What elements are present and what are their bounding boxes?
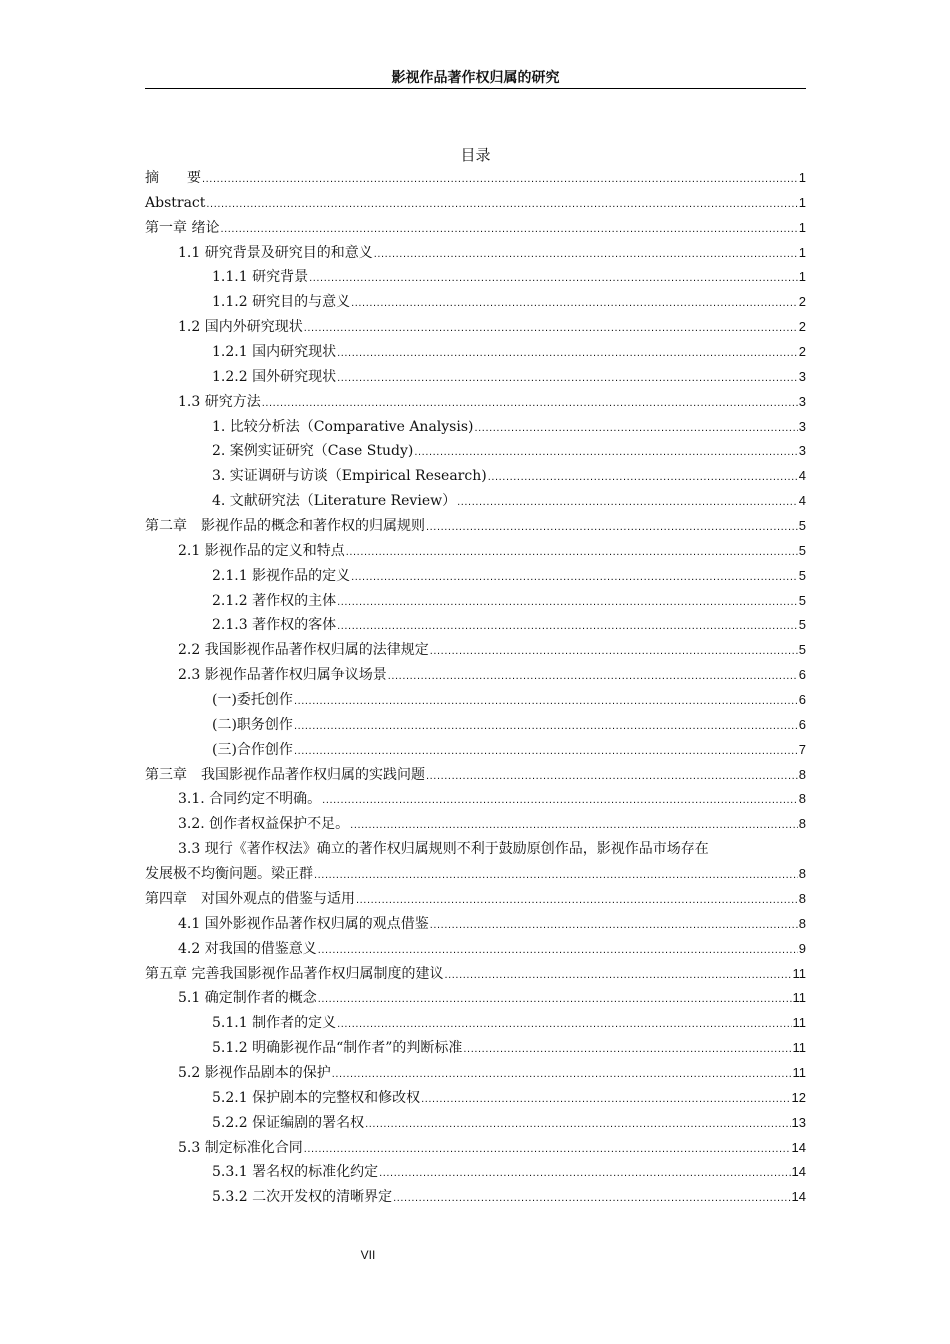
toc-entry[interactable] bbox=[145, 1036, 806, 1061]
table-of-contents bbox=[145, 166, 806, 1210]
toc-entry[interactable] bbox=[145, 1011, 806, 1036]
toc-entry-page: 1 bbox=[798, 269, 806, 285]
toc-leader bbox=[379, 1161, 790, 1186]
toc-entry[interactable] bbox=[145, 763, 806, 788]
toc-entry[interactable] bbox=[145, 688, 806, 713]
toc-entry[interactable] bbox=[145, 937, 806, 962]
toc-entry-page: 5 bbox=[798, 617, 806, 633]
toc-entry-label: 5.3.1 署名权的标准化约定 bbox=[212, 1164, 379, 1181]
toc-entry[interactable] bbox=[145, 564, 806, 589]
toc-entry-label: 3.1. 合同约定不明确。 bbox=[178, 791, 322, 808]
toc-leader bbox=[206, 192, 797, 217]
toc-entry-page: 1 bbox=[798, 170, 806, 185]
toc-leader bbox=[457, 490, 798, 515]
toc-entry-page: 4 bbox=[798, 468, 806, 484]
toc-entry-page: 7 bbox=[798, 741, 806, 757]
toc-entry-label: 5.2.1 保护剧本的完整权和修改权 bbox=[212, 1089, 421, 1106]
toc-entry-label: 3.2. 创作者权益保护不足。 bbox=[178, 816, 350, 833]
toc-entry-label: 5.1 确定制作者的概念 bbox=[178, 990, 317, 1007]
toc-entry-label: (二)职务创作 bbox=[212, 716, 293, 733]
toc-leader bbox=[337, 590, 798, 615]
toc-entry-page: 4 bbox=[798, 493, 806, 509]
toc-entry-page: 12 bbox=[791, 1089, 806, 1105]
toc-leader bbox=[475, 416, 798, 441]
toc-entry[interactable] bbox=[145, 713, 806, 738]
toc-entry-label: 第五章 完善我国影视作品著作权归属制度的建议 bbox=[145, 965, 444, 982]
toc-entry-label: 5.3.2 二次开发权的清晰界定 bbox=[212, 1189, 393, 1206]
toc-entry-label: 1.1 研究背景及研究目的和意义 bbox=[178, 244, 373, 261]
toc-entry-label: 1.1.1 研究背景 bbox=[212, 269, 309, 286]
toc-entry-label: (三)合作创作 bbox=[212, 741, 293, 758]
toc-entry-label: 1.2.2 国外研究现状 bbox=[212, 368, 337, 385]
toc-entry-label: 2.1.3 著作权的客体 bbox=[212, 617, 337, 634]
toc-leader bbox=[337, 614, 798, 639]
toc-entry[interactable] bbox=[145, 1136, 806, 1161]
toc-entry-page: 6 bbox=[798, 692, 806, 708]
toc-leader bbox=[346, 540, 798, 565]
toc-entry-page: 2 bbox=[798, 294, 806, 310]
toc-entry-page: 8 bbox=[798, 915, 806, 931]
toc-entry[interactable] bbox=[145, 638, 806, 663]
toc-entry[interactable] bbox=[145, 290, 806, 315]
toc-entry-page: 3 bbox=[798, 393, 806, 409]
toc-entry-page: 11 bbox=[792, 990, 806, 1006]
toc-entry[interactable] bbox=[145, 166, 806, 191]
toc-entry[interactable] bbox=[145, 887, 806, 912]
toc-entry[interactable] bbox=[145, 589, 806, 614]
toc-entry-page: 14 bbox=[791, 1189, 806, 1205]
toc-entry[interactable] bbox=[145, 986, 806, 1011]
toc-entry-label: 2.1.2 著作权的主体 bbox=[212, 592, 337, 609]
toc-entry-page: 13 bbox=[791, 1114, 806, 1130]
toc-leader bbox=[374, 242, 798, 267]
toc-entry[interactable] bbox=[145, 738, 806, 763]
toc-leader bbox=[314, 863, 798, 888]
toc-leader bbox=[426, 515, 798, 540]
toc-entry-label: 第四章 对国外观点的借鉴与适用 bbox=[145, 890, 355, 907]
toc-entry[interactable] bbox=[145, 216, 806, 241]
toc-leader bbox=[430, 639, 798, 664]
toc-entry-page: 5 bbox=[798, 567, 806, 583]
toc-leader bbox=[304, 316, 798, 341]
toc-entry[interactable] bbox=[145, 962, 806, 987]
toc-entry-page: 11 bbox=[792, 1015, 806, 1031]
toc-leader bbox=[356, 888, 798, 913]
toc-entry-page: 11 bbox=[792, 965, 806, 981]
toc-leader bbox=[202, 167, 798, 192]
toc-entry-page: 2 bbox=[798, 319, 806, 335]
toc-leader bbox=[337, 1012, 791, 1037]
toc-entry-page: 1 bbox=[798, 219, 806, 235]
toc-entry-label: 摘 要 bbox=[145, 170, 201, 186]
toc-leader bbox=[294, 714, 798, 739]
header-rule bbox=[145, 88, 806, 89]
toc-entry[interactable] bbox=[145, 1111, 806, 1136]
toc-entry-label: 4.2 对我国的借鉴意义 bbox=[178, 940, 317, 957]
toc-leader bbox=[444, 963, 791, 988]
toc-entry-label: 2.3 影视作品著作权归属争议场景 bbox=[178, 667, 387, 684]
toc-leader bbox=[388, 664, 798, 689]
toc-entry-page: 8 bbox=[798, 866, 806, 882]
toc-entry[interactable] bbox=[145, 315, 806, 340]
toc-entry[interactable] bbox=[145, 365, 806, 390]
toc-entry-page: 8 bbox=[798, 890, 806, 906]
toc-entry[interactable] bbox=[145, 191, 806, 216]
toc-entry[interactable] bbox=[145, 340, 806, 365]
toc-entry-page: 1 bbox=[798, 194, 806, 210]
toc-entry-page: 2 bbox=[798, 344, 806, 360]
toc-leader bbox=[351, 565, 798, 590]
toc-entry[interactable] bbox=[145, 539, 806, 564]
toc-entry-label: 2. 案例实证研究（Case Study) bbox=[212, 443, 414, 460]
toc-entry[interactable] bbox=[145, 787, 806, 812]
toc-entry-label: 2.1.1 影视作品的定义 bbox=[212, 567, 351, 584]
toc-entry[interactable] bbox=[145, 464, 806, 489]
toc-entry[interactable] bbox=[145, 390, 806, 415]
toc-leader bbox=[304, 1137, 791, 1162]
footer-page-number: VII bbox=[360, 1248, 376, 1262]
toc-entry-page: 5 bbox=[798, 642, 806, 658]
toc-entry[interactable] bbox=[145, 1061, 806, 1086]
toc-entry-page: 14 bbox=[791, 1139, 806, 1155]
toc-entry-page: 5 bbox=[798, 542, 806, 558]
toc-entry[interactable] bbox=[145, 415, 806, 440]
toc-leader bbox=[294, 739, 798, 764]
toc-title: 目录 bbox=[460, 146, 491, 164]
toc-entry-label: 第二章 影视作品的概念和著作权的归属规则 bbox=[145, 518, 425, 535]
toc-entry[interactable] bbox=[145, 862, 806, 887]
toc-leader bbox=[488, 465, 798, 490]
toc-entry-label: (一)委托创作 bbox=[212, 692, 293, 709]
toc-leader bbox=[318, 987, 792, 1012]
toc-entry-page: 3 bbox=[798, 443, 806, 459]
toc-leader bbox=[318, 938, 798, 963]
toc-entry-page: 11 bbox=[792, 1040, 806, 1056]
toc-entry-wrapped-line[interactable]: 3.3 现行《著作权法》确立的著作权归属规则不利于鼓励原创作品，影视作品市场存在 bbox=[178, 841, 709, 858]
toc-leader bbox=[309, 266, 798, 291]
toc-entry-label: 1.2.1 国内研究现状 bbox=[212, 344, 337, 361]
toc-entry[interactable] bbox=[145, 439, 806, 464]
toc-entry-label: 4.1 国外影视作品著作权归属的观点借鉴 bbox=[178, 915, 429, 932]
toc-entry-label: 发展极不均衡问题。梁正群 bbox=[145, 866, 313, 883]
toc-entry-page: 3 bbox=[798, 368, 806, 384]
toc-entry-label: 5.2.2 保证编剧的署名权 bbox=[212, 1114, 365, 1131]
toc-leader bbox=[350, 813, 798, 838]
toc-entry-label: Abstract bbox=[145, 194, 206, 211]
toc-entry-page: 8 bbox=[798, 816, 806, 832]
toc-entry[interactable] bbox=[145, 1086, 806, 1111]
toc-entry-page: 3 bbox=[798, 418, 806, 434]
toc-entry[interactable] bbox=[145, 812, 806, 837]
toc-leader bbox=[262, 391, 798, 416]
toc-leader bbox=[463, 1037, 791, 1062]
toc-leader bbox=[414, 440, 797, 465]
toc-entry[interactable] bbox=[145, 514, 806, 539]
toc-leader bbox=[430, 913, 798, 938]
toc-entry-label: 1.3 研究方法 bbox=[178, 393, 261, 410]
toc-leader bbox=[322, 788, 798, 813]
toc-entry[interactable] bbox=[145, 489, 806, 514]
toc-entry[interactable] bbox=[145, 265, 806, 290]
toc-entry-page: 5 bbox=[798, 592, 806, 608]
running-header-title: 影视作品著作权归属的研究 bbox=[391, 70, 560, 86]
toc-entry-label: 5.3 制定标准化合同 bbox=[178, 1139, 303, 1156]
toc-entry-label: 2.1 影视作品的定义和特点 bbox=[178, 542, 345, 559]
toc-entry-label: 5.1.1 制作者的定义 bbox=[212, 1015, 337, 1032]
toc-entry-page: 1 bbox=[798, 244, 806, 260]
toc-leader bbox=[421, 1087, 790, 1112]
toc-entry-label: 1.2 国内外研究现状 bbox=[178, 319, 303, 336]
toc-entry-page: 5 bbox=[798, 518, 806, 534]
toc-entry-label: 5.2 影视作品剧本的保护 bbox=[178, 1064, 331, 1081]
toc-leader bbox=[220, 217, 797, 242]
toc-entry-page: 9 bbox=[798, 940, 806, 956]
toc-leader bbox=[351, 291, 798, 316]
toc-entry[interactable] bbox=[145, 241, 806, 266]
toc-entry[interactable] bbox=[145, 912, 806, 937]
toc-entry-page: 6 bbox=[798, 667, 806, 683]
toc-entry-label: 4. 文献研究法（Literature Review） bbox=[212, 493, 457, 510]
toc-entry[interactable] bbox=[145, 613, 806, 638]
toc-entry-label: 第一章 绪论 bbox=[145, 219, 220, 236]
toc-entry-page: 6 bbox=[798, 716, 806, 732]
toc-entry-label: 2.2 我国影视作品著作权归属的法律规定 bbox=[178, 642, 429, 659]
toc-entry-page: 11 bbox=[792, 1064, 806, 1080]
toc-entry-page: 8 bbox=[798, 791, 806, 807]
toc-leader bbox=[337, 366, 798, 391]
toc-entry[interactable] bbox=[145, 663, 806, 688]
toc-entry-label: 第三章 我国影视作品著作权归属的实践问题 bbox=[145, 766, 425, 783]
toc-entry-label: 1. 比较分析法（Comparative Analysis) bbox=[212, 418, 474, 435]
toc-entry-label: 1.1.2 研究目的与意义 bbox=[212, 294, 351, 311]
toc-leader bbox=[332, 1062, 792, 1087]
toc-leader bbox=[365, 1112, 790, 1137]
toc-leader bbox=[393, 1186, 790, 1211]
toc-entry[interactable] bbox=[145, 1160, 806, 1185]
toc-entry-label: 5.1.2 明确影视作品“制作者”的判断标准 bbox=[212, 1040, 463, 1057]
toc-entry-label: 3. 实证调研与访谈（Empirical Research) bbox=[212, 468, 487, 485]
toc-leader bbox=[426, 764, 798, 789]
toc-entry-page: 14 bbox=[791, 1164, 806, 1180]
toc-leader bbox=[294, 689, 798, 714]
toc-entry-page: 8 bbox=[798, 766, 806, 782]
toc-leader bbox=[337, 341, 798, 366]
toc-entry[interactable] bbox=[145, 1185, 806, 1210]
